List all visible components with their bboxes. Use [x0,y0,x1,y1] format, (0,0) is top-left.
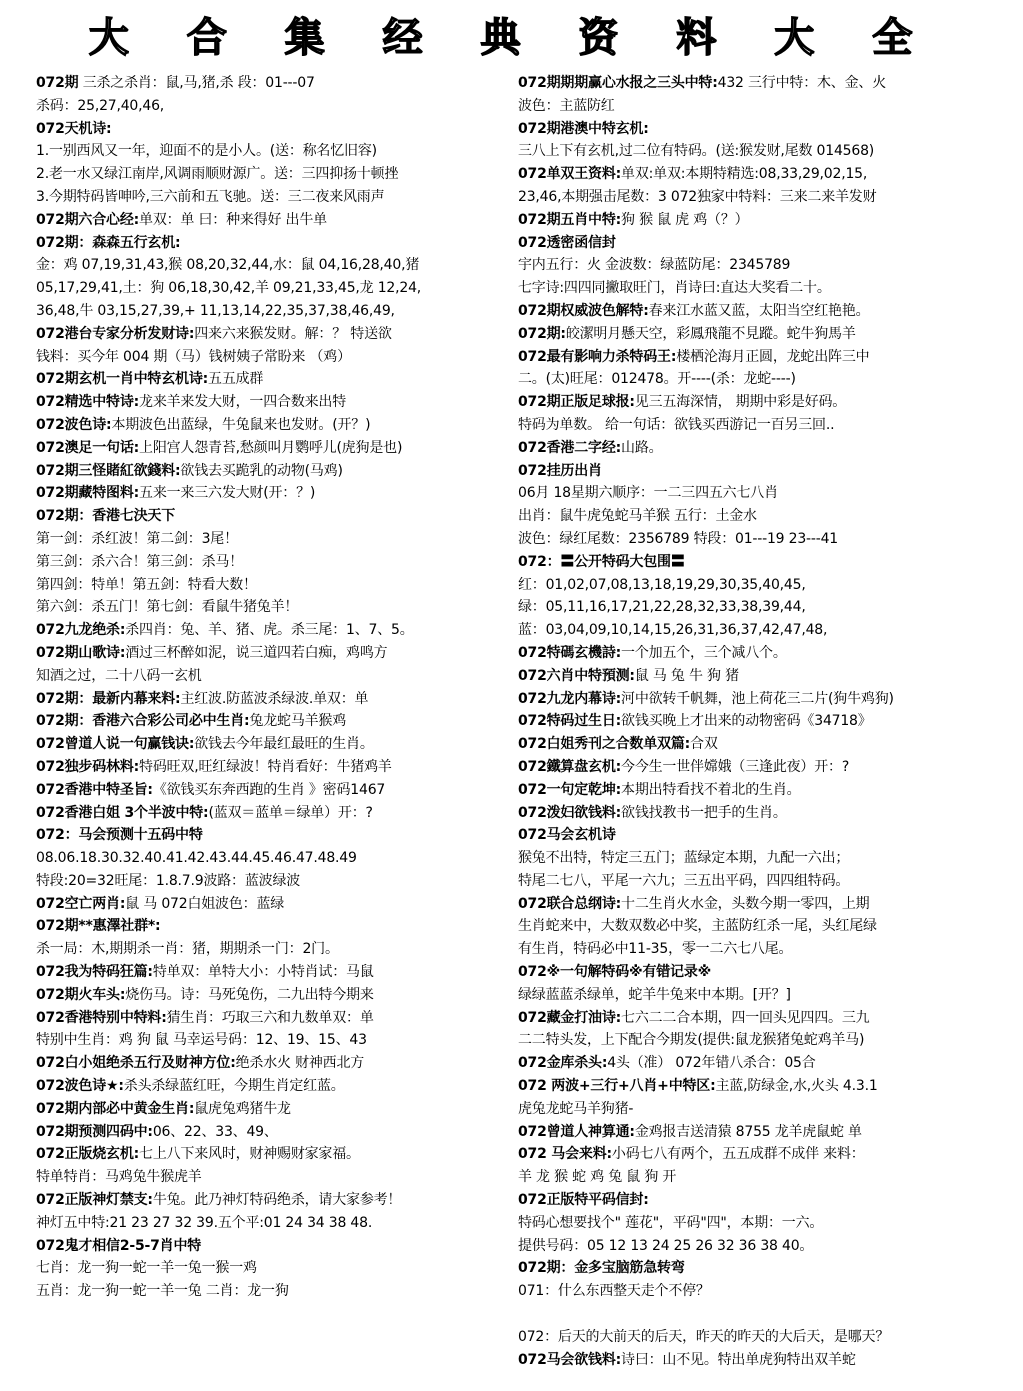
line-heading: 072白姐秀刊之合数单双篇: [518,736,691,753]
line-text: 猜生肖：巧取三六和九数单双：单 [166,1009,374,1026]
text-line [36,710,506,733]
line-text: 龙来羊来发大财，一四合数来出特 [139,394,347,411]
line-text: 今今生一世伴嫦娥（三逢此夜）开：? [621,758,850,775]
text-line [518,346,992,369]
text-line [518,847,992,870]
line-text: 05,17,29,41,土：狗 06,18,30,42,羊 09,21,33,45,龙 12,24, [36,280,422,297]
line-heading: 072正版神灯禁支: [36,1192,153,1209]
text-line [36,1007,506,1030]
line-text: 五肖：龙一狗一蛇一羊一兔 二肖：龙一狗 [36,1283,289,1300]
line-heading: 072天机诗: [36,120,112,137]
text-line [518,95,992,118]
text-line [518,1212,992,1235]
text-line [36,619,506,642]
text-line [36,482,506,505]
text-line [518,938,992,961]
text-line [36,1029,506,1052]
text-line [36,1189,506,1212]
line-text: 杀头杀绿蓝红旺，今期生肖定红蓝。 [123,1078,345,1095]
text-line [518,665,992,688]
line-heading: 072期期期赢心水报之三头中特: [518,75,718,91]
text-line [518,710,992,733]
line-text: 三八上下有玄机,过二位有特码。(送:猴发财,尾数 014568) [518,143,875,160]
line-text: 合双 [690,736,718,753]
line-text: 23,46,本期强击尾数：3 072独家中特料：三来二来羊发财 [518,188,877,205]
line-heading: 072曾道人说一句赢钱诀: [36,736,195,753]
text-line [518,368,992,391]
line-heading: 072香港中特圣旨: [36,781,153,798]
text-line [36,1166,506,1189]
line-heading: 072 马会来料: [518,1146,612,1163]
line-text: 欲钱去买跪乳的动物(马鸡) [180,462,343,479]
line-heading: 072九龙内幕诗: [518,690,622,707]
line-heading: 072单双王资料: [518,166,622,183]
text-line [36,1212,506,1235]
line-text: 071：什么东西整天走个不停？ [518,1283,710,1300]
line-text: 特尾二七八，平尾一六九；三五出平码，四四组特码。 [518,872,850,889]
line-heading: 072九龙绝杀: [36,622,126,639]
line-text: (蓝双＝蓝单＝绿单）开：? [208,804,373,821]
line-heading: 072期：香港七決天下 [36,508,176,525]
text-line [36,574,506,597]
text-line [36,938,506,961]
line-text: 羊 龙 猴 蛇 鸡 兔 鼠 狗 开 [518,1169,677,1186]
text-line [36,437,506,460]
text-line [518,961,992,984]
line-text: 山路。 [621,439,663,456]
text-line [36,323,506,346]
line-heading: 072正版特平码信封: [518,1192,649,1209]
line-text: 小码七八有两个，五五成群不成伴 来料： [611,1146,865,1163]
line-text: 诗曰：山不见。特出单虎狗特出双羊蛇 [621,1351,856,1368]
line-text: 主红波.防蓝波杀绿波.单双：单 [180,690,369,707]
line-heading: 072期五肖中特: [518,211,622,228]
text-line [36,961,506,984]
line-text: 七肖：龙一狗一蛇一羊一兔一猴一鸡 [36,1260,257,1277]
line-text: 06月 18星期六顺序：一二三四五六七八肖 [518,485,778,502]
line-text: 特单双：单特大小：小特肖试：马鼠 [152,964,374,981]
text-line [36,1257,506,1280]
line-text: 本期波色出蓝绿，牛兔鼠来也发财。(开？) [111,416,371,433]
line-text: 七上八下来风时，财神赐财家家福。 [139,1146,360,1163]
line-text: 第六剑：杀五门！第七剑：看鼠牛猪兔羊！ [36,599,299,616]
text-line [36,505,506,528]
page-title: 大 合 集 经 典 资 料 大 全 [88,14,935,61]
line-text: 金鸡报吉送清猿 8755 龙羊虎鼠蛇 单 [634,1123,862,1140]
line-text: 欲钱找教书一把手的生肖。 [621,804,787,821]
line-text: 单双：单 曰：种来得好 出牛单 [139,211,327,228]
line-text: 虎兔龙蛇马羊狗猪- [518,1100,634,1117]
line-text: 单双:单双:本期特精选:08,33,29,02,15, [621,166,868,183]
line-text: 狗 猴 鼠 虎 鸡（？） [621,211,749,228]
line-text: 烧伤马。诗：马死兔伤，二九出特今期来 [125,986,374,1003]
text-line [518,118,992,141]
line-heading: 072期**惠澤社群*: [36,918,161,935]
text-line [518,779,992,802]
line-heading: 072期权威波色解特: [518,302,649,319]
line-heading: 072澳足一句话: [36,439,140,456]
text-line [518,596,992,619]
line-heading: 072期港澳中特玄机: [518,120,649,137]
line-text: 有生肖，特码必中11-35，零一二六七八尾。 [518,941,793,958]
text-line [36,118,506,141]
line-heading: 072藏金打油诗: [518,1009,622,1026]
line-text: 本期出特看找不着北的生肖。 [621,781,801,798]
line-text: 1.一别西风又一年，迎面不的是小人。(送：称名忆旧容) [36,143,377,160]
line-heading: 072期藏特图料: [36,485,140,502]
text-line [36,391,506,414]
text-line [518,1326,992,1349]
text-line [518,1029,992,1052]
text-line [518,414,992,437]
text-line [518,551,992,574]
line-heading: 072波色诗: [36,416,112,433]
line-text: 七字诗:四四同撇取旺门，肖诗曰:直达大奖看二十。 [518,280,831,297]
line-heading: 072港台专家分析发财诗: [36,325,195,342]
text-line [36,1143,506,1166]
line-text: 金：鸡 07,19,31,43,猴 08,20,32,44,水：鼠 04,16,28,40,猪 [36,257,420,274]
line-text: 杀一局：木,期期杀一肖：猪，期期杀一门：2门。 [36,941,339,958]
line-text: 生肖蛇来中，大数双数必中奖，主蓝防红杀一尾，头红尾绿 [518,918,877,935]
text-line [518,482,992,505]
line-heading: 072期内部必中黄金生肖: [36,1100,195,1117]
text-line [518,1303,992,1326]
line-text: 兔龙蛇马羊猴鸡 [249,713,347,730]
line-text: 五来一来三六发大财(开：？) [139,485,316,502]
text-line [36,1075,506,1098]
line-text: 二二特头发，上下配合今期发(提供:鼠龙猴猪兔蛇鸡羊马) [518,1032,865,1049]
line-text: 一个加五个，三个减八个。 [621,644,787,661]
line-text: 第三剑：杀六合！第三剑：杀马！ [36,553,243,570]
line-text: 出肖：鼠牛虎兔蛇马羊猴 五行：土金水 [518,508,757,525]
line-heading: 072独步码林料: [36,758,140,775]
text-line [518,574,992,597]
line-heading: 072※一句解特码※有错记录※ [518,964,712,981]
text-line [518,1235,992,1258]
text-line [36,1280,506,1303]
text-line [36,802,506,825]
text-line [518,1257,992,1280]
line-heading: 072马会欲钱料: [518,1351,622,1368]
text-line [36,1052,506,1075]
line-text: 上阳宫人怨青苔,愁颜叫月鹦呼儿(虎狗是也) [139,439,403,456]
text-line [518,733,992,756]
text-line [36,72,506,95]
text-line [518,619,992,642]
text-line [36,186,506,209]
text-line [518,1075,992,1098]
line-heading: 072六肖中特預测: [518,667,635,684]
line-text: 4头（准） 072年错八杀合：05合 [607,1055,816,1072]
text-line [518,1280,992,1303]
line-text: 06、22、33、49、 [152,1123,278,1140]
text-line [518,756,992,779]
text-line [518,186,992,209]
line-text: 见三五海深情， 期期中彩是好码。 [634,394,847,411]
text-line [36,300,506,323]
line-text: 十二生肖火水金，头数今期一零四，上期 [621,895,870,912]
text-line [518,870,992,893]
line-heading: 072期：香港六合彩公司必中生肖: [36,713,250,730]
line-heading: 072马会玄机诗 [518,827,616,844]
text-line [518,505,992,528]
line-text: 三杀之杀肖：鼠,马,猪,杀 段：01---07 [78,75,315,91]
line-text: 绿绿蓝蓝杀绿单，蛇羊牛兔来中本期。[开？] [518,986,791,1003]
text-line [36,254,506,277]
line-heading: 072特码过生日: [518,713,622,730]
text-line [518,209,992,232]
text-line [518,1143,992,1166]
text-line [36,163,506,186]
line-heading: 072金库杀头: [518,1055,608,1072]
text-line [36,140,506,163]
line-text: 提供号码：05 12 13 24 25 26 32 36 38 40。 [518,1237,814,1254]
text-line [36,414,506,437]
line-heading: 072我为特码狂篇: [36,964,153,981]
text-line [518,984,992,1007]
text-line [518,1349,992,1372]
line-text: 红：01,02,07,08,13,18,19,29,30,35,40,45, [518,576,806,593]
line-text: 特单特肖：马鸡兔牛猴虎羊 [36,1169,202,1186]
line-text: 五五成群 [208,371,264,388]
line-text: 特码旺双,旺红绿波！特肖看好：牛猪鸡羊 [139,758,392,775]
line-text: 特码为单数。 给一句话：欲钱买西游记一百另三回.. [518,416,835,433]
line-heading: 072期六合心经: [36,211,140,228]
line-heading: 072正版烧玄机: [36,1146,140,1163]
line-heading: 072鬼才相信2-5-7肖中特 [36,1237,202,1254]
left-column [36,72,506,1384]
line-heading: 072曾道人神算通: [518,1123,635,1140]
line-text: 2.老一水又绿江南岸,风调雨顺财源广。送：三四抑扬十顿挫 [36,166,399,183]
right-column [518,72,992,1384]
line-heading: 072期火车头: [36,986,126,1003]
text-line [518,1098,992,1121]
line-text: 猴兔不出特，特定三五门；蓝绿定本期，九配一六出； [518,850,850,867]
text-line [36,368,506,391]
line-text: 绿：05,11,16,17,21,22,28,32,33,38,39,44, [518,599,806,616]
text-line [36,756,506,779]
text-line [518,460,992,483]
line-text: 河中欲转千帆舞，池上荷花三二片(狗牛鸡狗) [621,690,894,707]
line-heading: 072期: [518,325,566,342]
line-text: 神灯五中特:21 23 27 32 39.五个平:01 24 34 38 48. [36,1214,373,1231]
line-text: 第四剑：特单！第五剑：特看大数！ [36,576,257,593]
line-heading: 072香港二字经: [518,439,622,456]
text-line [36,346,506,369]
line-heading: 072联合总纲诗: [518,895,622,912]
line-heading: 072精选中特诗: [36,394,140,411]
line-heading: 072透密函信封 [518,234,616,251]
line-heading: 072挂历出肖 [518,462,602,479]
line-heading: 072期玄机一肖中特玄机诗: [36,371,209,388]
text-line [518,300,992,323]
line-heading: 072期三怪賭紅欲錢料: [36,462,181,479]
text-line [518,437,992,460]
text-line [36,642,506,665]
text-line [518,528,992,551]
line-heading: 072期正版足球报: [518,394,635,411]
line-text: 波色：主蓝防红 [518,97,615,114]
line-heading: 072期预测四码中: [36,1123,153,1140]
text-line [518,254,992,277]
text-line [36,232,506,255]
line-text: 知酒之过，二十八码一玄机 [36,667,202,684]
line-text: 二。(太)旺尾：012478。开----(杀：龙蛇----) [518,371,796,388]
text-line [36,1098,506,1121]
line-text: 楼栖沦海月正圆，龙蛇出阵三中 [676,348,870,365]
text-line [36,824,506,847]
text-line [518,277,992,300]
line-heading: 072期：森森五行玄机: [36,234,181,251]
line-text: 072：后天的大前天的后天，昨天的昨天的大后天，是哪天？ [518,1328,890,1345]
line-heading: 072空亡两肖: [36,895,126,912]
text-line [36,893,506,916]
text-line [36,528,506,551]
line-heading: 072香港白姐 3个半波中特: [36,804,209,821]
text-line [518,163,992,186]
line-text: 七六二二合本期，四一回头见四四。三九 [621,1009,870,1026]
line-heading: 072最有影响力杀特码王: [518,348,677,365]
line-heading: 072：〓公开特码大包围〓 [518,553,685,570]
line-text: 鼠虎兔鸡猪牛龙 [194,1100,291,1117]
line-text: 鼠 马 072白姐波色：蓝绿 [125,895,285,912]
line-text: 欲钱去今年最红最旺的生肖。 [194,736,374,753]
line-text: 牛兔。此乃神灯特码绝杀，请大家参考！ [152,1192,402,1209]
text-line [518,232,992,255]
line-text: 特码心想要找个" 莲花"，平码"四"，本期：一六。 [518,1214,824,1231]
line-text: 欲钱买晚上才出来的动物密码《34718》 [621,713,872,730]
text-line [36,596,506,619]
text-line [518,1007,992,1030]
line-text: 第一剑：杀红波！第二剑：3尾！ [36,530,238,547]
line-heading: 072 两波+三行+八肖+中特区: [518,1078,716,1095]
text-line [518,824,992,847]
text-line [518,1052,992,1075]
line-heading: 072期山歌诗: [36,644,126,661]
text-line [36,1235,506,1258]
text-line [36,551,506,574]
line-text: 蓝：03,04,09,10,14,15,26,31,36,37,42,47,48, [518,622,828,639]
text-line [518,642,992,665]
line-text: 36,48,牛 03,15,27,39,+ 11,13,14,22,35,37,38,46,49, [36,302,395,319]
text-line [36,688,506,711]
text-line [36,1121,506,1144]
line-text: 春来江水蓝又蓝，太阳当空红艳艳。 [648,302,870,319]
line-text: 特别中生肖：鸡 狗 鼠 马幸运号码：12、19、15、43 [36,1032,367,1049]
line-heading: 072：马会预测十五码中特 [36,827,203,844]
text-line [36,733,506,756]
text-line [518,915,992,938]
text-line [518,1166,992,1189]
text-line [36,915,506,938]
line-heading: 072泼妇欲钱料: [518,804,622,821]
line-text: 《欲钱买东奔西跑的生肖 》密码1467 [152,781,386,798]
text-line [36,665,506,688]
line-heading: 072期 [36,75,79,91]
text-line [36,984,506,1007]
line-text: 432 三行中特：木、金、火 [717,75,886,91]
text-line [36,460,506,483]
line-heading: 072香港特别中特料: [36,1009,167,1026]
line-heading: 072特碼玄機詩: [518,644,622,661]
line-text: 特段:20=32旺尾：1.8.7.9波路：蓝波绿波 [36,872,301,889]
text-line [36,870,506,893]
line-text: 波色：绿红尾数：2356789 特段：01---19 23---41 [518,530,839,547]
text-line [518,323,992,346]
text-line [518,1189,992,1212]
text-line [518,72,992,95]
line-text: 杀四肖：兔、羊、猪、虎。杀三尾：1、7、5。 [125,622,414,639]
line-text: 杀码：25,27,40,46, [36,97,165,114]
line-heading: 072期：金多宝脑筋急转弯 [518,1260,685,1277]
line-heading: 072波色诗★: [36,1078,124,1095]
text-line [36,779,506,802]
text-line [36,95,506,118]
line-heading: 072一句定乾坤: [518,781,622,798]
line-text: 宇内五行：火 金波数：绿蓝防尾：2345789 [518,257,791,274]
text-line [518,140,992,163]
text-line [518,688,992,711]
line-text: 绝杀水火 财神西北方 [235,1055,365,1072]
line-text: 四来六来猴发财。解：？ 特送欲 [194,325,392,342]
line-heading: 072期：最新内幕来料: [36,690,181,707]
line-text: 3.今期特码皆呻吟,三六前和五飞驰。送：三二夜来风雨声 [36,188,385,205]
text-line [36,277,506,300]
text-line [36,847,506,870]
line-text: 08.06.18.30.32.40.41.42.43.44.45.46.47.48.49 [36,850,357,867]
line-text: 鼠 马 兔 牛 狗 猪 [634,667,739,684]
line-heading: 072鐵算盘玄机: [518,758,622,775]
line-text: 主蓝,防绿金,水,火头 4.3.1 [715,1078,878,1095]
text-line [518,391,992,414]
text-line [36,209,506,232]
text-line [518,893,992,916]
line-text: 皎潔明月懸天空，彩鳳飛龍不見蹤。蛇牛狗馬羊 [565,325,856,342]
line-text: 钱料：买今年 004 期（马）钱树姨子常盼来 （鸡） [36,348,351,365]
line-heading: 072白小姐绝杀五行及财神方位: [36,1055,236,1072]
text-line [518,1121,992,1144]
text-line [518,802,992,825]
line-text: 酒过三杯醉如泥，说三道四若白痴，鸡鸣方 [125,644,388,661]
